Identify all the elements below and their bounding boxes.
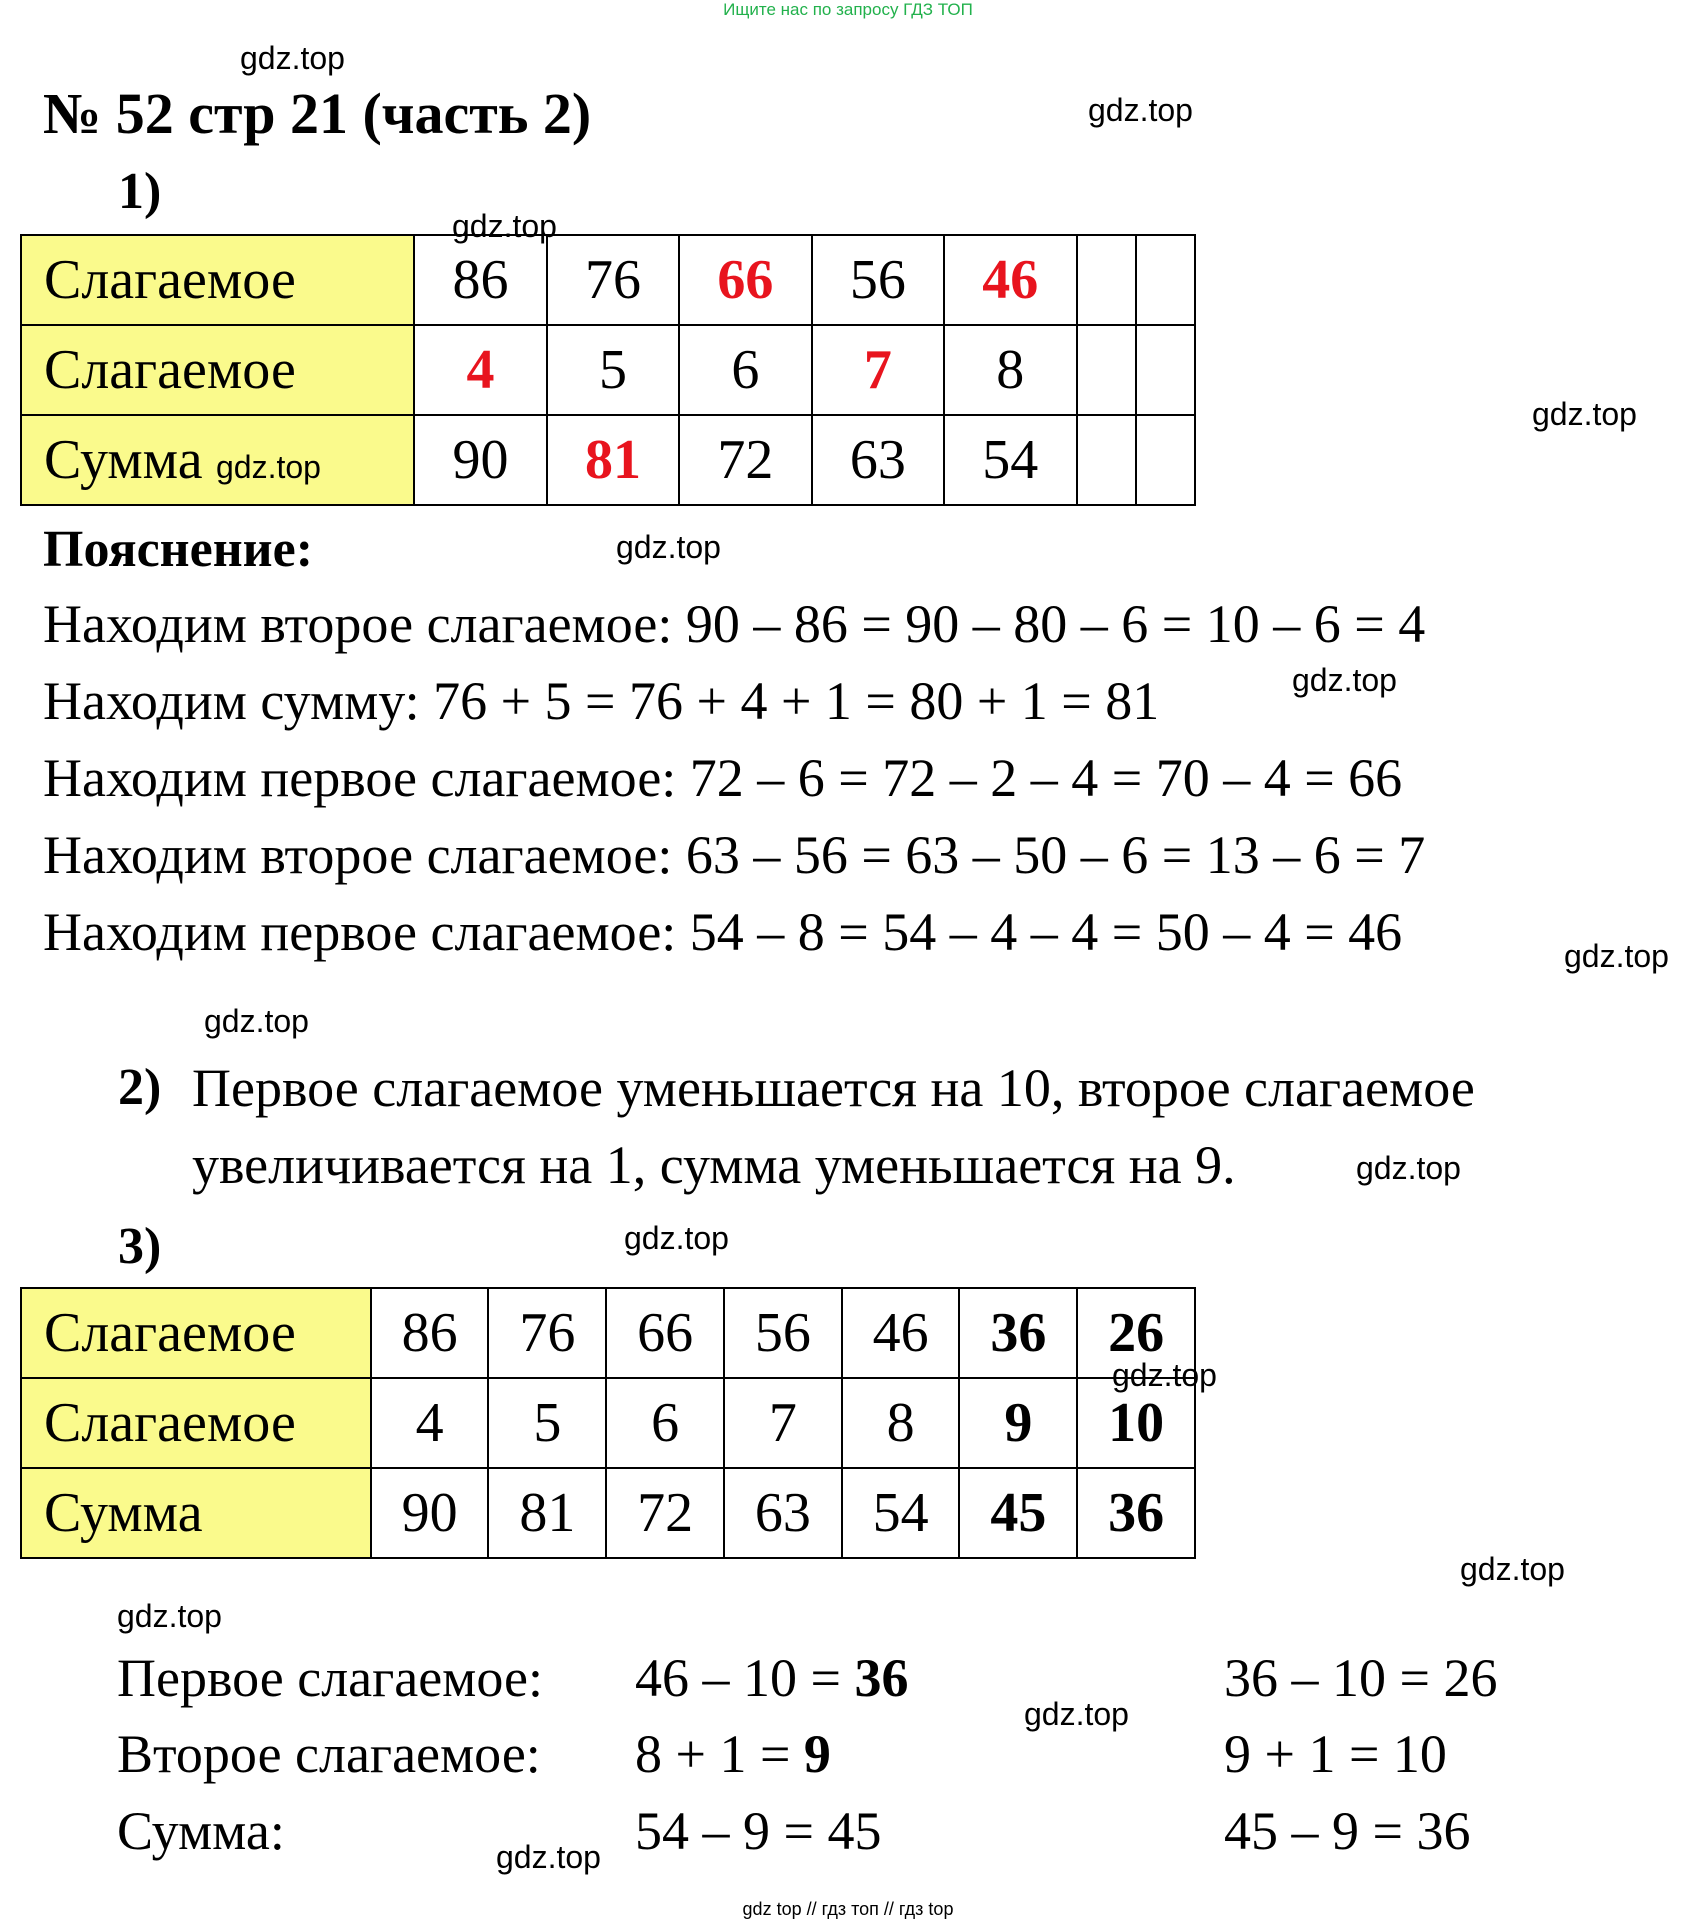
part2-label: 2) (118, 1059, 162, 1116)
calc-expression: 8 + 1 = 9 (635, 1724, 831, 1784)
table-cell: 72 (606, 1468, 724, 1558)
table-cell: 8 (944, 325, 1076, 415)
calc-expression: 36 – 10 = 26 (1224, 1648, 1498, 1708)
table-cell: 76 (488, 1288, 606, 1378)
table-cell: 72 (679, 415, 811, 505)
table-cell (1136, 235, 1195, 325)
table-cell: 36 (1077, 1468, 1195, 1558)
table-cell: 63 (724, 1468, 842, 1558)
explanation-line: Находим первое слагаемое: 72 – 6 = 72 – 2 – 4 = 70 – 4 = 66 (43, 748, 1403, 808)
table-cell: 36 (959, 1288, 1077, 1378)
watermark: gdz.top (204, 1003, 309, 1039)
watermark: gdz.top (240, 40, 345, 76)
table-cell: 86 (371, 1288, 489, 1378)
table-row (21, 1468, 1195, 1558)
watermark: gdz.top (1088, 92, 1193, 128)
table-cell (1136, 325, 1195, 415)
table-cell: 8 (842, 1378, 960, 1468)
table-cell: 7 (724, 1378, 842, 1468)
watermark: gdz.top (1112, 1357, 1217, 1393)
row-label: Сумма (21, 1468, 371, 1558)
table-cell: 56 (812, 235, 944, 325)
page-title: № 52 стр 21 (часть 2) (43, 81, 592, 146)
table-cell: 4 (414, 325, 546, 415)
table-cell: 6 (679, 325, 811, 415)
part1-label: 1) (118, 163, 162, 220)
watermark: gdz.top (1356, 1150, 1461, 1186)
table-cell: 46 (842, 1288, 960, 1378)
table-cell: 66 (606, 1288, 724, 1378)
explanation-title: Пояснение: (43, 521, 314, 578)
table-cell: 63 (812, 415, 944, 505)
watermark: gdz.top (624, 1220, 729, 1256)
table-cell (1136, 415, 1195, 505)
bottom-note: gdz top // гдз топ // гдз top (742, 1899, 954, 1919)
table-cell: 26 (1077, 1288, 1195, 1378)
table-row (21, 1288, 1195, 1378)
table-cell: 9 (959, 1378, 1077, 1468)
table-cell: 90 (414, 415, 546, 505)
calc-label: Сумма: (117, 1801, 285, 1861)
explanation-line: Находим второе слагаемое: 63 – 56 = 63 – 50 – 6 = 13 – 6 = 7 (43, 825, 1426, 885)
watermark: gdz.top (496, 1839, 601, 1875)
watermark: gdz.top (1024, 1696, 1129, 1732)
calc-expression: 45 – 9 = 36 (1224, 1801, 1471, 1861)
table-cell: 46 (944, 235, 1076, 325)
table-row (21, 415, 1195, 505)
row-label: Слагаемое (21, 1378, 371, 1468)
table-cell (1077, 235, 1136, 325)
table-cell: 10 (1077, 1378, 1195, 1468)
calc-expression: 54 – 9 = 45 (635, 1801, 882, 1861)
row-label: Слагаемое (21, 325, 414, 415)
table-cell: 81 (547, 415, 679, 505)
explanation-line: Находим первое слагаемое: 54 – 8 = 54 – 4 – 4 = 50 – 4 = 46 (43, 902, 1403, 962)
watermark: gdz.top (1564, 938, 1669, 974)
table-row (21, 235, 1195, 325)
row-label: Сумма (21, 415, 414, 505)
table-cell: 81 (488, 1468, 606, 1558)
calc-label: Второе слагаемое: (117, 1724, 541, 1784)
explanation-line: Находим второе слагаемое: 90 – 86 = 90 – 80 – 6 = 10 – 6 = 4 (43, 594, 1426, 654)
row-label: Слагаемое (21, 1288, 371, 1378)
table-cell: 54 (842, 1468, 960, 1558)
calc-expression: 46 – 10 = 36 (635, 1648, 909, 1708)
table-cell: 66 (679, 235, 811, 325)
part3-table (20, 1287, 1196, 1559)
table-cell: 76 (547, 235, 679, 325)
table-cell: 7 (812, 325, 944, 415)
watermark: gdz.top (616, 529, 721, 565)
table-cell: 56 (724, 1288, 842, 1378)
watermark: gdz.top (1532, 396, 1637, 432)
table-cell (1077, 415, 1136, 505)
table-cell: 6 (606, 1378, 724, 1468)
table-row (21, 1378, 1195, 1468)
part2-line2: увеличивается на 1, сумма уменьшается на 9. (192, 1135, 1236, 1195)
table-cell: 54 (944, 415, 1076, 505)
top-note: Ищите нас по запросу ГДЗ ТОП (723, 0, 973, 19)
watermark: gdz.top (117, 1598, 222, 1634)
calc-label: Первое слагаемое: (117, 1648, 543, 1708)
watermark: gdz.top (1460, 1551, 1565, 1587)
part2-line1: Первое слагаемое уменьшается на 10, второе слагаемое (192, 1058, 1475, 1118)
watermark: gdz.top (216, 449, 321, 485)
watermark: gdz.top (452, 208, 557, 244)
table-cell: 5 (488, 1378, 606, 1468)
table-cell: 4 (371, 1378, 489, 1468)
watermark: gdz.top (1292, 662, 1397, 698)
row-label: Слагаемое (21, 235, 414, 325)
explanation-line: Находим сумму: 76 + 5 = 76 + 4 + 1 = 80 + 1 = 81 (43, 671, 1160, 731)
table-cell: 90 (371, 1468, 489, 1558)
table-cell: 86 (414, 235, 546, 325)
table-cell: 5 (547, 325, 679, 415)
table-cell: 45 (959, 1468, 1077, 1558)
calc-expression: 9 + 1 = 10 (1224, 1724, 1447, 1784)
part1-table (20, 234, 1196, 506)
table-cell (1077, 325, 1136, 415)
part3-label: 3) (118, 1218, 162, 1275)
table-row (21, 325, 1195, 415)
